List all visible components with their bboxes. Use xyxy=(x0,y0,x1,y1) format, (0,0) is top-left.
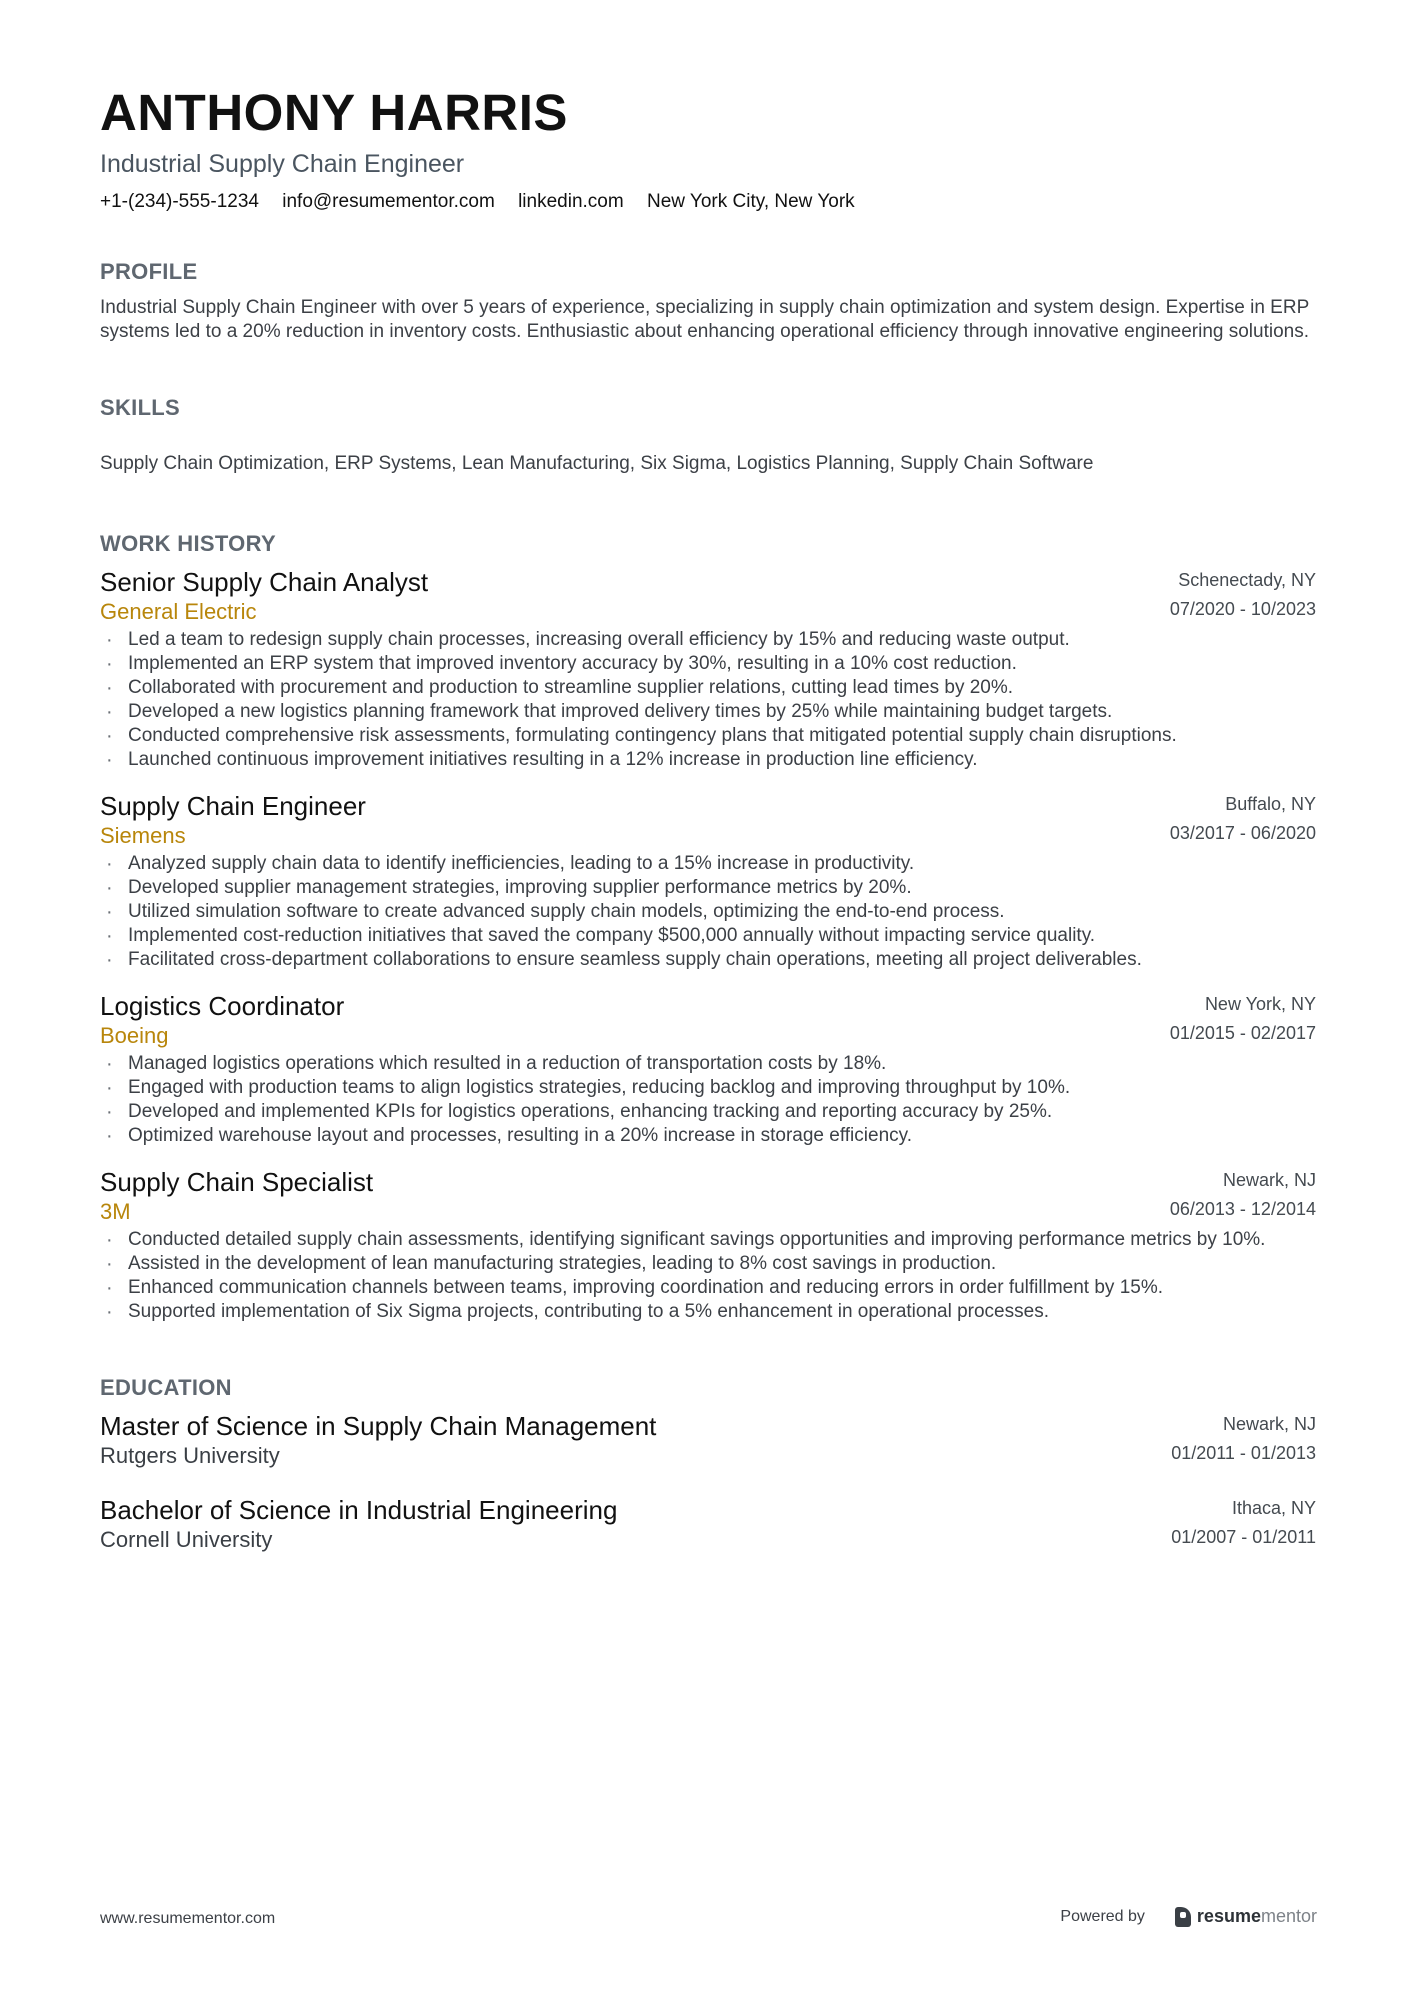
job-bullet: · Developed a new logistics planning framework that improved delivery times by 25% while maintaining budget targets. xyxy=(100,700,1316,724)
degree-title: Master of Science in Supply Chain Management xyxy=(100,1411,657,1441)
education-location: Ithaca, NY xyxy=(1231,1498,1316,1518)
job-location: Buffalo, NY xyxy=(1225,794,1316,814)
powered-by-label: Powered by xyxy=(1060,1907,1145,1925)
contact-location: New York City, New York xyxy=(646,191,855,212)
job-bullet: · Utilized simulation software to create advanced supply chain models, optimizing the end-to-end process. xyxy=(100,900,1316,924)
job-location: Schenectady, NY xyxy=(1178,570,1316,590)
job-bullet: · Conducted detailed supply chain assessments, identifying significant savings opportunities and improving performance metrics by 10%. xyxy=(100,1228,1316,1252)
job-bullet: · Facilitated cross-department collaborations to ensure seamless supply chain operations, meeting all project deliverables. xyxy=(100,948,1316,972)
job-bullet: · Enhanced communication channels between teams, improving coordination and reducing errors in order fulfillment by 15%. xyxy=(100,1276,1316,1300)
degree-title: Bachelor of Science in Industrial Engineering xyxy=(100,1495,618,1525)
footer-website[interactable]: www.resumementor.com xyxy=(100,1910,276,1927)
education-entry xyxy=(100,1410,1316,1470)
section-title-work-history: WORK HISTORY xyxy=(100,531,276,556)
job-bullet: · Developed and implemented KPIs for logistics operations, enhancing tracking and reporting accuracy by 25%. xyxy=(100,1100,1316,1124)
job-bullets xyxy=(100,1052,1316,1148)
candidate-role: Industrial Supply Chain Engineer xyxy=(100,150,465,178)
job-bullet: · Implemented cost-reduction initiatives that saved the company $500,000 annually without impacting service quality. xyxy=(100,924,1316,948)
job-bullet: · Implemented an ERP system that improved inventory accuracy by 30%, resulting in a 10% cost reduction. xyxy=(100,652,1316,676)
education-dates: 01/2011 - 01/2013 xyxy=(1171,1443,1316,1463)
job-entry xyxy=(100,1166,1316,1324)
resumementor-logo-icon xyxy=(1175,1907,1191,1927)
job-bullet: · Conducted comprehensive risk assessments, formulating contingency plans that mitigated potential supply chain disruptions. xyxy=(100,724,1316,748)
education-entry xyxy=(100,1494,1316,1554)
job-bullet: · Engaged with production teams to align logistics strategies, reducing backlog and improving throughput by 10%. xyxy=(100,1076,1316,1100)
profile-summary: Industrial Supply Chain Engineer with over 5 years of experience, specializing in supply chain optimization and system design. Expertise in ERP systems led to a 20% reduction in inventory costs. Enthusiastic about enhancing operational efficiency through innovative engineering solutions. xyxy=(100,297,1309,342)
skills-list: Supply Chain Optimization, ERP Systems, Lean Manufacturing, Six Sigma, Logistics Planning, Supply Chain Software xyxy=(100,453,1094,474)
job-title: Logistics Coordinator xyxy=(100,991,345,1021)
job-company: Boeing xyxy=(100,1023,169,1048)
section-title-profile: PROFILE xyxy=(100,259,198,284)
brand-name-part2: mentor xyxy=(1260,1906,1317,1926)
section-title-skills: SKILLS xyxy=(100,395,181,420)
education-dates: 01/2007 - 01/2011 xyxy=(1171,1527,1316,1547)
candidate-name: ANTHONY HARRIS xyxy=(100,84,568,141)
job-bullets xyxy=(100,1228,1316,1324)
job-company: General Electric xyxy=(100,599,257,624)
contact-line xyxy=(100,190,1316,214)
job-bullets xyxy=(100,852,1316,972)
job-bullet: · Managed logistics operations which resulted in a reduction of transportation costs by 18%. xyxy=(100,1052,1316,1076)
job-entry xyxy=(100,790,1316,972)
brand-name-part1: resume xyxy=(1196,1906,1261,1926)
job-bullet: · Developed supplier management strategies, improving supplier performance metrics by 20%. xyxy=(100,876,1316,900)
job-bullet: · Supported implementation of Six Sigma projects, contributing to a 5% enhancement in operational processes. xyxy=(100,1300,1316,1324)
job-dates: 06/2013 - 12/2014 xyxy=(1169,1199,1316,1219)
brand-logo[interactable] xyxy=(1175,1906,1317,1927)
footer-powered-by xyxy=(1060,1906,1317,1927)
job-dates: 03/2017 - 06/2020 xyxy=(1169,823,1316,843)
school-name: Cornell University xyxy=(100,1527,273,1552)
job-location: New York, NY xyxy=(1204,994,1316,1014)
job-bullets xyxy=(100,628,1316,772)
job-dates: 01/2015 - 02/2017 xyxy=(1169,1023,1316,1043)
job-title: Senior Supply Chain Analyst xyxy=(100,567,429,597)
job-location: Newark, NJ xyxy=(1222,1170,1316,1190)
job-bullet: · Launched continuous improvement initiatives resulting in a 12% increase in production line efficiency. xyxy=(100,748,1316,772)
education-location: Newark, NJ xyxy=(1222,1414,1316,1434)
resume-page xyxy=(100,80,1316,1554)
contact-phone: +1-(234)-555-1234 xyxy=(100,191,259,212)
school-name: Rutgers University xyxy=(100,1443,280,1468)
job-bullet: · Optimized warehouse layout and processes, resulting in a 20% increase in storage efficiency. xyxy=(100,1124,1316,1148)
job-entry xyxy=(100,990,1316,1148)
section-title-education: EDUCATION xyxy=(100,1375,232,1400)
job-bullet: · Collaborated with procurement and production to streamline supplier relations, cutting lead times by 20%. xyxy=(100,676,1316,700)
job-title: Supply Chain Specialist xyxy=(100,1167,374,1197)
job-company: Siemens xyxy=(100,823,186,848)
job-bullet: · Led a team to redesign supply chain processes, increasing overall efficiency by 15% and reducing waste output. xyxy=(100,628,1316,652)
job-company: 3M xyxy=(100,1199,131,1224)
contact-email: info@resumementor.com xyxy=(282,191,495,212)
contact-linkedin: linkedin.com xyxy=(518,191,624,212)
job-title: Supply Chain Engineer xyxy=(100,791,366,821)
job-entry xyxy=(100,566,1316,772)
job-bullet: · Analyzed supply chain data to identify inefficiencies, leading to a 15% increase in productivity. xyxy=(100,852,1316,876)
job-dates: 07/2020 - 10/2023 xyxy=(1169,599,1316,619)
job-bullet: · Assisted in the development of lean manufacturing strategies, leading to 8% cost savings in production. xyxy=(100,1252,1316,1276)
